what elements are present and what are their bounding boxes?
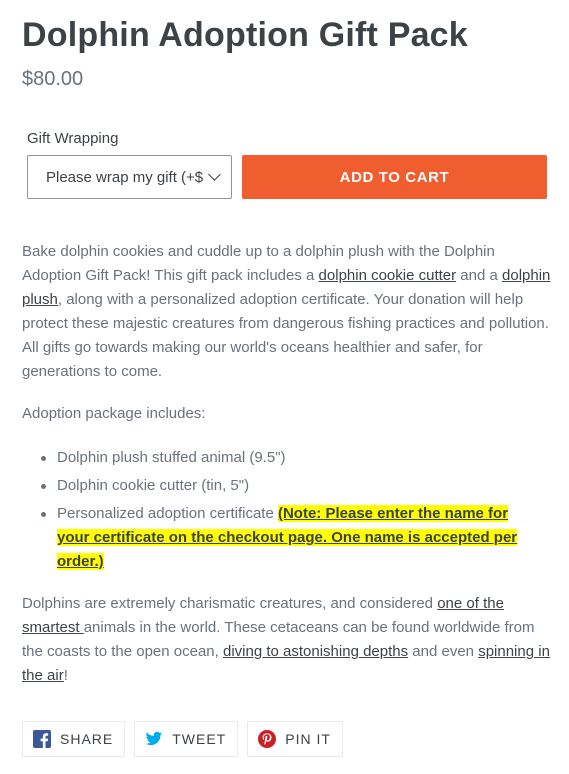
list-item-text: Dolphin plush stuffed animal (9.5"): [57, 449, 286, 466]
twitter-icon: [145, 730, 163, 748]
description-text: and a: [456, 267, 503, 284]
description-text: , along with a personalized adoption certificate. Your donation will help protect these majestic creatures from dangerous fishing practices and pollution. All gifts go towards making our world's oceans healthier and safer, for generations to come.: [22, 291, 549, 380]
pin-it-label: PIN IT: [285, 731, 331, 747]
facebook-icon: [33, 730, 51, 748]
gift-wrapping-select[interactable]: [27, 155, 232, 199]
share-facebook-button[interactable]: [22, 721, 125, 757]
pinterest-icon: [258, 730, 276, 748]
description-text: !: [63, 667, 68, 684]
description-paragraph-1: [22, 240, 552, 384]
description-text: Bake dolphin cookies and cuddle up to a dolphin plush with the Dolphin Adoption Gift Pack! This gift pack includes a: [22, 243, 495, 284]
chevron-down-icon: [208, 168, 221, 181]
package-includes-heading: Adoption package includes:: [22, 405, 206, 422]
list-item-text: Personalized adoption certificate: [57, 505, 278, 522]
certificate-note: (Note: Please enter the name for your certificate on the checkout page. One name is accepted per order.): [57, 505, 518, 570]
social-share-bar: [22, 721, 343, 757]
list-item: [22, 474, 542, 498]
gift-wrapping-selected-value: Please wrap my gift (+$: [46, 168, 204, 186]
description-text: Dolphins are extremely charismatic creatures, and considered: [22, 595, 438, 612]
list-item-text: Dolphin cookie cutter (tin, 5"): [57, 477, 250, 494]
description-text: and even: [408, 643, 479, 660]
list-item: [22, 446, 542, 470]
description-text: animals in the world. These cetaceans can be found worldwide from the coasts to the open ocean,: [22, 619, 535, 660]
dolphin-cookie-cutter-link[interactable]: dolphin cookie cutter: [318, 267, 457, 284]
product-title: Dolphin Adoption Gift Pack: [22, 16, 468, 54]
product-price: $80.00: [22, 68, 84, 90]
diving-depths-link[interactable]: diving to astonishing depths: [222, 643, 409, 660]
tweet-button[interactable]: [134, 721, 238, 757]
list-item: [22, 502, 542, 574]
share-facebook-label: SHARE: [60, 731, 114, 747]
tweet-label: TWEET: [172, 731, 227, 747]
package-list: [22, 446, 542, 578]
spinning-air-link[interactable]: spinning in the air: [22, 643, 550, 684]
add-to-cart-button[interactable]: ADD TO CART: [242, 155, 547, 199]
description-paragraph-3: [22, 592, 552, 688]
gift-wrapping-label: Gift Wrapping: [27, 130, 119, 147]
dolphin-plush-link[interactable]: dolphin plush: [22, 267, 551, 308]
pin-it-button[interactable]: [247, 721, 343, 757]
smartest-animals-link[interactable]: one of the smartest: [22, 595, 504, 636]
